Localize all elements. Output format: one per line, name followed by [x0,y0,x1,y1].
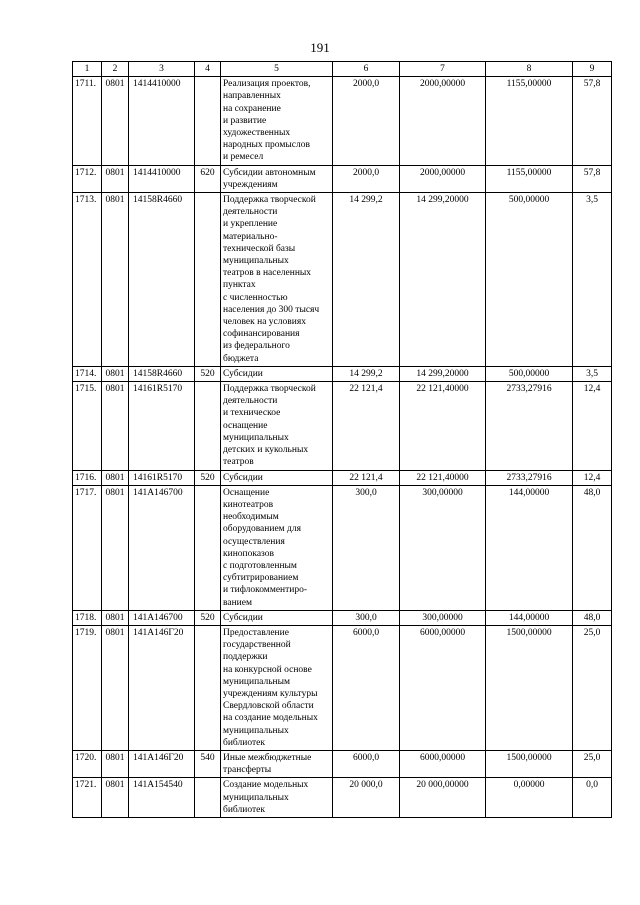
target-article-code: 14158R4660 [129,193,195,367]
executed-amount: 1500,00000 [486,750,573,777]
item-name: Субсидии [221,610,333,625]
row-number: 1713. [73,193,102,367]
expense-type-code [195,485,221,610]
execution-percent: 12,4 [573,382,612,470]
column-header: 9 [573,62,612,77]
planned-amount: 6000,00000 [400,750,486,777]
section-code: 0801 [102,165,129,192]
planned-amount: 2000,00000 [400,165,486,192]
target-article-code: 14161R5170 [129,382,195,470]
executed-amount: 1155,00000 [486,77,573,165]
section-code: 0801 [102,470,129,485]
column-header: 5 [221,62,333,77]
column-header: 4 [195,62,221,77]
planned-amount: 22 121,40000 [400,470,486,485]
item-name: Создание модельных муниципальных библиотек [221,778,333,818]
approved-amount: 22 121,4 [333,470,400,485]
expense-type-code [195,778,221,818]
executed-amount: 1155,00000 [486,165,573,192]
expense-type-code: 520 [195,470,221,485]
expense-type-code: 520 [195,610,221,625]
execution-percent: 3,5 [573,366,612,381]
planned-amount: 20 000,00000 [400,778,486,818]
approved-amount: 20 000,0 [333,778,400,818]
item-name: Иные межбюджетные трансферты [221,750,333,777]
section-code: 0801 [102,778,129,818]
item-name: Субсидии автономным учреждениям [221,165,333,192]
executed-amount: 500,00000 [486,193,573,367]
execution-percent: 48,0 [573,610,612,625]
execution-percent: 12,4 [573,470,612,485]
budget-table [72,61,612,818]
expense-type-code: 520 [195,366,221,381]
planned-amount: 2000,00000 [400,77,486,165]
executed-amount: 0,00000 [486,778,573,818]
planned-amount: 14 299,20000 [400,366,486,381]
row-number: 1721. [73,778,102,818]
row-number: 1720. [73,750,102,777]
row-number: 1718. [73,610,102,625]
target-article-code: 14158R4660 [129,366,195,381]
column-header: 3 [129,62,195,77]
table-row [73,625,612,750]
approved-amount: 300,0 [333,485,400,610]
section-code: 0801 [102,382,129,470]
executed-amount: 144,00000 [486,485,573,610]
execution-percent: 25,0 [573,750,612,777]
column-header: 8 [486,62,573,77]
table-row [73,382,612,470]
table-row [73,77,612,165]
target-article-code: 1414410000 [129,77,195,165]
planned-amount: 300,00000 [400,485,486,610]
table-row [73,193,612,367]
expense-type-code [195,77,221,165]
table-row [73,470,612,485]
item-name: Поддержка творческой деятельности и укрепление материально- технической базы муниципальных театров в населенных пунктах с численностью населения до 300 тысяч человек на условиях софинансирования из федерального бюджета [221,193,333,367]
target-article-code: 141A146Г20 [129,625,195,750]
header-row [73,62,612,77]
item-name: Поддержка творческой деятельности и техническое оснащение муниципальных детских и кукольных театров [221,382,333,470]
target-article-code: 141A146700 [129,485,195,610]
section-code: 0801 [102,77,129,165]
section-code: 0801 [102,610,129,625]
approved-amount: 300,0 [333,610,400,625]
table-row [73,165,612,192]
execution-percent: 25,0 [573,625,612,750]
table-row [73,485,612,610]
table-row [73,610,612,625]
target-article-code: 1414410000 [129,165,195,192]
table-row [73,750,612,777]
target-article-code: 141A146700 [129,610,195,625]
executed-amount: 2733,27916 [486,470,573,485]
table-row [73,778,612,818]
approved-amount: 2000,0 [333,77,400,165]
planned-amount: 22 121,40000 [400,382,486,470]
executed-amount: 2733,27916 [486,382,573,470]
expense-type-code: 540 [195,750,221,777]
expense-type-code [195,193,221,367]
executed-amount: 500,00000 [486,366,573,381]
row-number: 1717. [73,485,102,610]
approved-amount: 2000,0 [333,165,400,192]
column-header: 2 [102,62,129,77]
approved-amount: 14 299,2 [333,193,400,367]
section-code: 0801 [102,193,129,367]
section-code: 0801 [102,625,129,750]
execution-percent: 0,0 [573,778,612,818]
page-number: 191 [310,40,330,55]
item-name: Предоставление государственной поддержки на конкурсной основе муниципальным учреждениям культуры Свердловской области на создание модельных муниципальных библиотек [221,625,333,750]
row-number: 1712. [73,165,102,192]
planned-amount: 6000,00000 [400,625,486,750]
executed-amount: 1500,00000 [486,625,573,750]
section-code: 0801 [102,366,129,381]
column-header: 1 [73,62,102,77]
row-number: 1719. [73,625,102,750]
row-number: 1714. [73,366,102,381]
expense-type-code [195,382,221,470]
execution-percent: 57,8 [573,165,612,192]
planned-amount: 300,00000 [400,610,486,625]
expense-type-code: 620 [195,165,221,192]
item-name: Реализация проектов, направленных на сохранение и развитие художественных народных промыслов и ремесел [221,77,333,165]
target-article-code: 141A146Г20 [129,750,195,777]
item-name: Оснащение кинотеатров необходимым оборудованием для осуществления кинопоказов с подготовленным субтитрированием и тифлокомментиро- ванием [221,485,333,610]
execution-percent: 48,0 [573,485,612,610]
approved-amount: 14 299,2 [333,366,400,381]
row-number: 1716. [73,470,102,485]
row-number: 1711. [73,77,102,165]
approved-amount: 22 121,4 [333,382,400,470]
section-code: 0801 [102,750,129,777]
table-row [73,366,612,381]
target-article-code: 14161R5170 [129,470,195,485]
planned-amount: 14 299,20000 [400,193,486,367]
item-name: Субсидии [221,470,333,485]
target-article-code: 141A154540 [129,778,195,818]
approved-amount: 6000,0 [333,750,400,777]
expense-type-code [195,625,221,750]
execution-percent: 3,5 [573,193,612,367]
row-number: 1715. [73,382,102,470]
item-name: Субсидии [221,366,333,381]
column-header: 7 [400,62,486,77]
approved-amount: 6000,0 [333,625,400,750]
column-header: 6 [333,62,400,77]
section-code: 0801 [102,485,129,610]
execution-percent: 57,8 [573,77,612,165]
executed-amount: 144,00000 [486,610,573,625]
